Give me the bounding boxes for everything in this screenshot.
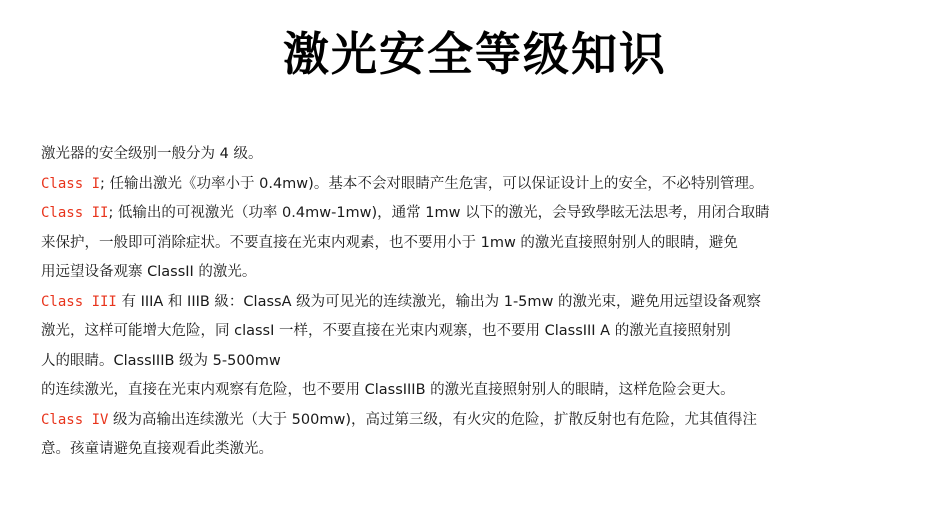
page-title: 激光安全等级知识	[283, 27, 667, 81]
line-text: 激光器的安全级别一般分为 4 级。	[41, 146, 263, 162]
line-text: 激光，这样可能增大危险，同 classI 一样，不要直接在光束内观寨，也不要用 ClassIII A 的激光直接照射别	[41, 323, 731, 339]
line-text: ; 任输出激光《功率小于 0.4mw)。基本不会对眼睛产生危害，可以保证设计上的安全，不必特别管理。	[100, 175, 764, 192]
paragraph-line	[41, 140, 921, 170]
line-text: 有 IIIA 和 IIIB 級：ClassA 级为可见光的连续激光，输出为 1-5mw 的激光束，避免用远望设备观察	[116, 293, 761, 310]
line-text: 用远望设备观寨 ClassII 的激光。	[41, 264, 257, 280]
line-text: 人的眼睛。ClassIIIB 级为 5-500mw	[41, 352, 281, 369]
line-text: 级为高输出连续激光（大于 500mw)，高过第三级，有火灾的危险，扩散反射也有危险，尤其值得注	[108, 411, 757, 428]
body-text	[41, 140, 921, 465]
paragraph-line	[41, 170, 921, 200]
paragraph-line	[41, 376, 921, 406]
paragraph-line	[41, 435, 921, 465]
paragraph-line	[41, 406, 921, 436]
paragraph-line	[41, 199, 921, 229]
line-text: 意。孩童请避免直接观看此类激光。	[41, 441, 273, 457]
paragraph-line	[41, 258, 921, 288]
paragraph-line	[41, 347, 921, 377]
line-text: 的连续激光，直接在光束内观察有危险，也不要用 ClassIIIB 的激光直接照射别人的眼睛，这样危险会更大。	[41, 382, 735, 398]
line-text: ; 低输出的可视激光（功率 0.4mw-1mw)，通常 1mw 以下的激光，会导致學眩无法思考，用闭合取睛	[108, 205, 770, 221]
line-text: 来保护，一般即可消除症状。不要直接在光束内观素，也不要用小于 1mw 的激光直接照射别人的眼睛，避免	[41, 234, 738, 251]
paragraph-line	[41, 229, 921, 259]
paragraph-line	[41, 288, 921, 318]
paragraph-line	[41, 317, 921, 347]
class-label: Class III	[41, 293, 117, 310]
class-label: Class I	[41, 175, 101, 192]
class-label: Class IV	[41, 411, 109, 428]
class-label: Class II	[41, 205, 109, 221]
